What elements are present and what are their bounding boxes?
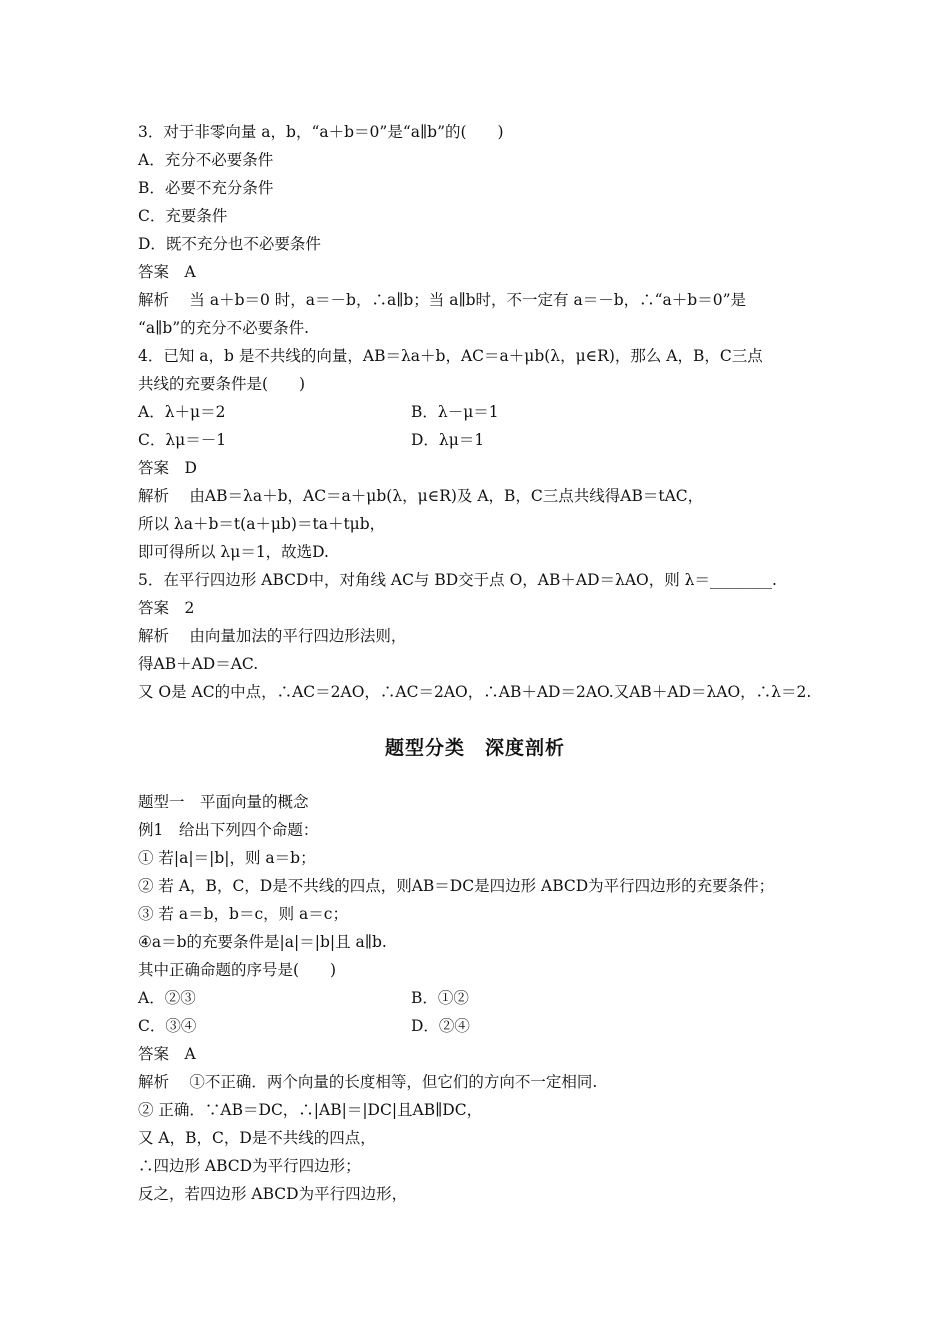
- q4-option-d: D．λμ＝1: [411, 431, 485, 449]
- example-heading: 例1 给出下列四个命题：: [138, 821, 319, 839]
- q3-option-c: C．充要条件: [138, 207, 228, 225]
- example-analysis-1: 解析 ①不正确．两个向量的长度相等，但它们的方向不一定相同.: [138, 1073, 598, 1091]
- q4-option-c: C．λμ＝－1: [138, 431, 227, 449]
- q4-analysis-1: 解析 由AB＝λa＋b，AC＝a＋μb(λ，μ∈R)及 A，B，C三点共线得AB＝tAC，: [138, 487, 704, 505]
- example-option-d: D．②④: [411, 1017, 470, 1035]
- q5-analysis-3: 又 O是 AC的中点，∴AC＝2AO，∴AC＝2AO，∴AB＋AD＝2AO.又AB＋AD＝λAO，∴λ＝2.: [138, 683, 812, 701]
- example-option-a: A．②③: [138, 989, 196, 1007]
- q3-option-b: B．必要不充分条件: [138, 179, 274, 197]
- q5-answer: 答案 2: [138, 599, 195, 617]
- q4-stem-1: 4．已知 a，b 是不共线的向量，AB＝λa＋b，AC＝a＋μb(λ，μ∈R)，那么 A，B，C三点: [138, 347, 763, 365]
- example-option-c: C．③④: [138, 1017, 197, 1035]
- q3-stem: 3．对于非零向量 a，b，“a＋b＝0”是“a∥b”的( ): [138, 123, 504, 141]
- q3-analysis-1: 解析 当 a＋b＝0 时，a＝－b，∴a∥b；当 a∥b时，不一定有 a＝－b，∴“a＋b＝0”是: [138, 291, 747, 309]
- q3-option-d: D．既不充分也不必要条件: [138, 235, 321, 253]
- q4-option-a: A．λ＋μ＝2: [138, 403, 226, 421]
- q3-option-a: A．充分不必要条件: [138, 151, 274, 169]
- q5-analysis-1: 解析 由向量加法的平行四边形法则，: [138, 627, 407, 645]
- proposition-4: ④a＝b的充要条件是|a|＝|b|且 a∥b.: [138, 933, 387, 951]
- q5-analysis-2: 得AB＋AD＝AC.: [138, 655, 259, 673]
- proposition-3: ③ 若 a＝b，b＝c，则 a＝c；: [138, 905, 348, 923]
- example-answer: 答案 A: [138, 1045, 196, 1063]
- q4-stem-2: 共线的充要条件是( ): [138, 375, 306, 393]
- section-title: 题型分类 深度剖析: [384, 737, 565, 759]
- topic-title: 题型一 平面向量的概念: [138, 793, 309, 811]
- example-question: 其中正确命题的序号是( ): [138, 961, 337, 979]
- q4-analysis-3: 即可得所以 λμ＝1，故选D.: [138, 543, 329, 561]
- q4-answer: 答案 D: [138, 459, 197, 477]
- q3-answer: 答案 A: [138, 263, 196, 281]
- example-option-b: B．①②: [411, 989, 469, 1007]
- example-analysis-2: ② 正确．∵AB＝DC，∴|AB|＝|DC|且AB∥DC，: [138, 1101, 483, 1119]
- example-analysis-4: ∴四边形 ABCD为平行四边形；: [138, 1157, 361, 1175]
- example-analysis-5: 反之，若四边形 ABCD为平行四边形，: [138, 1185, 408, 1203]
- q5-stem: 5．在平行四边形 ABCD中，对角线 AC与 BD交于点 O，AB＋AD＝λAO，则 λ＝________.: [138, 571, 777, 589]
- q4-option-b: B．λ－μ＝1: [411, 403, 499, 421]
- proposition-1: ① 若|a|＝|b|，则 a＝b；: [138, 849, 316, 867]
- example-analysis-3: 又 A，B，C，D是不共线的四点，: [138, 1129, 376, 1147]
- q3-analysis-2: “a∥b”的充分不必要条件.: [138, 319, 310, 337]
- proposition-2: ② 若 A，B，C，D是不共线的四点，则AB＝DC是四边形 ABCD为平行四边形的充要条件；: [138, 877, 775, 895]
- q4-analysis-2: 所以 λa＋b＝t(a＋μb)＝ta＋tμb，: [138, 515, 386, 533]
